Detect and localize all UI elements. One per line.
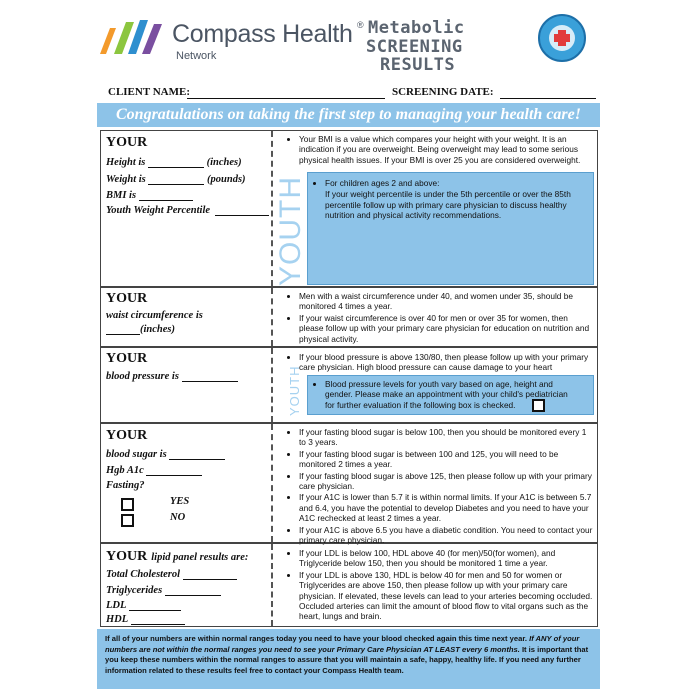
bmi-input[interactable]: [139, 189, 193, 201]
health-badge-icon: [538, 14, 586, 62]
total-cholesterol-input[interactable]: [183, 568, 237, 580]
ldl-field: LDL: [106, 599, 181, 611]
blood-sugar-bullet-1: • If your fasting blood sugar is below 100, then you should be monitored every 1 to 3 years.: [299, 427, 593, 448]
waist-heading: YOUR: [106, 291, 148, 306]
section-divider: [271, 348, 273, 422]
blood-sugar-heading: YOUR: [106, 428, 148, 443]
lipid-heading: YOUR: [106, 549, 148, 564]
fasting-yes-label: YES: [170, 496, 190, 507]
hdl-input[interactable]: [131, 613, 185, 625]
brand-registered-mark: ®: [357, 20, 364, 30]
screening-date-label: SCREENING DATE:: [392, 86, 494, 98]
blood-sugar-info: [287, 427, 593, 546]
fasting-yes-checkbox[interactable]: [121, 498, 134, 511]
congratulations-banner: Congratulations on taking the first step to managing your health care!: [97, 103, 600, 127]
fasting-no-checkbox[interactable]: [121, 514, 134, 527]
blood-sugar-bullet-5: • If your A1C is above 6.5 you have a diabetic condition. You need to contact your primary care physician.: [299, 525, 593, 546]
waist-label: waist circumference is: [106, 310, 203, 321]
client-name-label: CLIENT NAME:: [108, 86, 191, 98]
section-divider: [271, 424, 273, 542]
brand-name: Compass Health: [172, 20, 353, 48]
hdl-field: HDL: [106, 613, 185, 625]
screening-date-field[interactable]: [500, 98, 596, 99]
blood-pressure-heading: YOUR: [106, 351, 148, 366]
blood-sugar-bullet-2: • If your fasting blood sugar is between 100 and 125, you will need to be monitored 2 times a year.: [299, 449, 593, 470]
total-cholesterol-field: Total Cholesterol: [106, 568, 237, 580]
logo-bar-orange: [100, 28, 116, 54]
blood-pressure-field: blood pressure is: [106, 370, 238, 382]
lipid-heading-rest: lipid panel results are:: [151, 552, 249, 563]
triglycerides-input[interactable]: [165, 584, 221, 596]
lipid-bullet-1: • If your LDL is below 100, HDL above 40 (for men)/50(for women), and Triglyceride below 150, then you should be monitored 1 time a year.: [299, 548, 593, 569]
section-divider: [271, 544, 273, 626]
bmi-bullet: • Your BMI is a value which compares your height with your weight. It is an indication if you are overweight. Being overweight may lead to some serious physical health issues. If your BMI is over 25 you are considered overweight.: [299, 134, 593, 165]
youth-vertical-label: YOUTH: [274, 176, 307, 286]
youth-vertical-label-bp: YOUTH: [287, 365, 302, 416]
hgb-a1c-field: Hgb A1c: [106, 464, 202, 476]
youth-bmi-text: If your weight percentile is under the 5th percentile or over the 85th percentile follow up with primary care physician to discuss healthy nutrition and physical activity recommendations.: [325, 189, 571, 221]
fasting-label: Fasting?: [106, 480, 145, 491]
blood-pressure-bullet: • If your blood pressure is above 130/80, then please follow up with your primary care physician. High blood pressure can cause damage to your heart: [299, 352, 593, 373]
blood-pressure-input[interactable]: [182, 370, 238, 382]
blood-sugar-bullet-4: • If your A1C is lower than 5.7 it is within normal limits. If your A1C is between 5.7 and 6.4, you have the potential to develop Diabetes and you need to have your A1C rechecked at least 2 times a year.: [299, 492, 593, 523]
bmi-field: BMI is: [106, 189, 193, 201]
footer-note: [97, 629, 600, 689]
section-divider: [271, 288, 273, 346]
youth-weight-percentile-field: Youth Weight Percentile: [106, 204, 269, 216]
bmi-info: [287, 134, 593, 166]
youth-bmi-bullet: • For children ages 2 and above:: [325, 178, 590, 188]
blood-sugar-input[interactable]: [169, 448, 225, 460]
footer-part-1: If all of your numbers are within normal ranges today you need to have your blood checked again this time next year.: [105, 634, 527, 643]
ldl-input[interactable]: [129, 599, 181, 611]
weight-input[interactable]: [148, 173, 204, 185]
section-divider: [271, 131, 273, 286]
blood-sugar-field: blood sugar is: [106, 448, 225, 460]
footer-part-3: It is important that you keep these numbers within the normal ranges to assure that you will maintain a safe, happy, healthy life. If you need any further information related to these results feel free to contact your Compass Health team.: [105, 644, 589, 675]
brand-subtitle: Network: [176, 50, 217, 62]
hgb-a1c-input[interactable]: [146, 464, 202, 476]
lipid-heading-line: [106, 547, 248, 565]
waist-input[interactable]: [106, 323, 140, 335]
bmi-heading: YOUR: [106, 135, 148, 150]
youth-bp-checkbox[interactable]: [532, 399, 545, 412]
waist-info: [287, 291, 593, 345]
waist-bullet-2: • If your waist circumference is over 40 for men or over 35 for women, then please follow up with your primary care physician for education on nutrition and physical activity.: [299, 313, 593, 344]
title-line-1: Metabolic: [368, 18, 465, 38]
youth-bp-text: • Blood pressure levels for youth vary based on age, height and gender. Please make an appointment with your child's pediatrician for further evaluation if the following box is checked.: [325, 379, 575, 410]
weight-field: Weight is (pounds): [106, 174, 246, 185]
lipid-info: [287, 548, 593, 623]
youth-bmi-info: [313, 178, 590, 221]
client-name-field[interactable]: [187, 98, 385, 99]
compass-health-logo-icon: [100, 18, 166, 54]
waist-bullet-1: • Men with a waist circumference under 40, and women under 35, should be monitored 4 times a year.: [299, 291, 593, 312]
height-field: Height is (inches): [106, 157, 242, 168]
footer-part-2: If ANY of your numbers are not within the normal ranges you need to see your Primary Care Physician AT LEAST every 6 months.: [105, 634, 580, 654]
triglycerides-field: Triglycerides: [106, 584, 221, 596]
title-line-2: SCREENING: [366, 37, 463, 57]
title-line-3: RESULTS: [380, 55, 456, 75]
youth-weight-percentile-input[interactable]: [215, 204, 269, 216]
fasting-no-label: NO: [170, 512, 186, 523]
height-input[interactable]: [148, 156, 204, 168]
waist-field: (inches): [106, 323, 175, 335]
lipid-bullet-2: • If your LDL is above 130, HDL is below 40 for men and 50 for women or Triglycerides are above 150, then please follow up with your primary care physician. If elevated, these levels can lead to your arteries becoming occluded. Occluded arteries can limit the amount of blood flow to vital organs such as the heart, lungs and brain.: [299, 570, 593, 622]
blood-pressure-info: [287, 352, 593, 374]
blood-sugar-bullet-3: • If your fasting blood sugar is above 125, then please follow up with your primary care physician.: [299, 471, 593, 492]
